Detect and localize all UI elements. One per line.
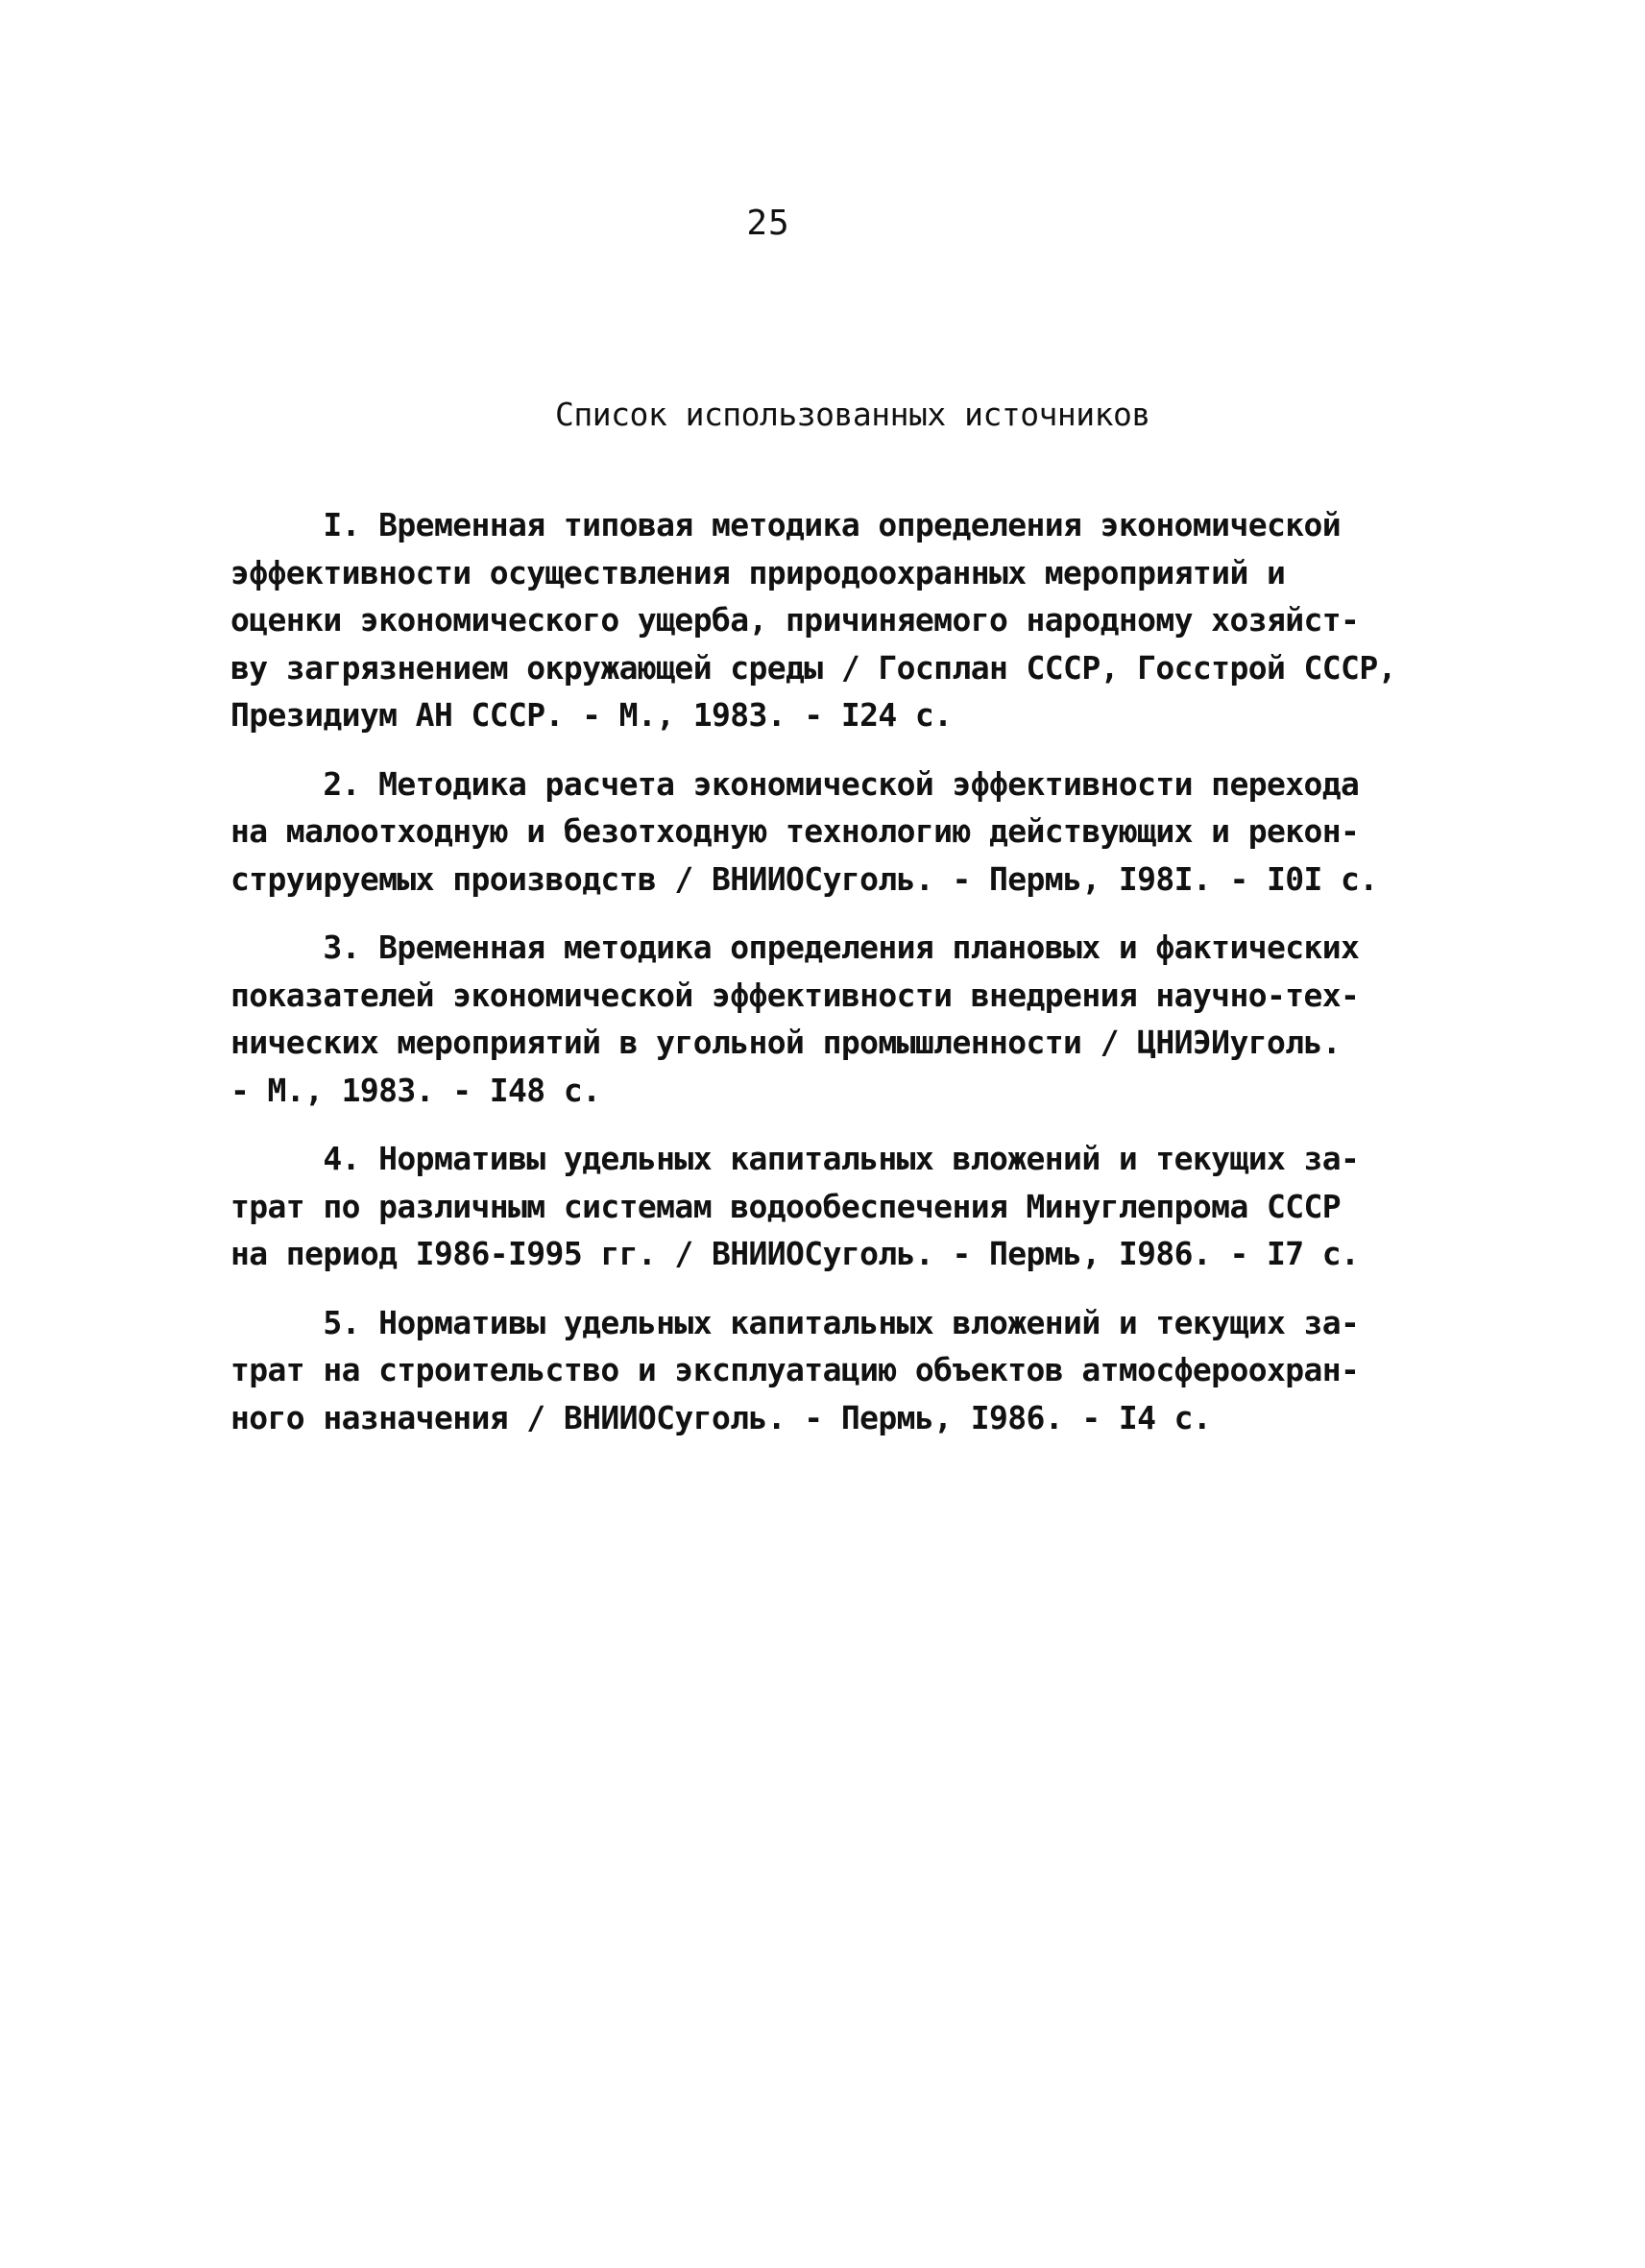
reference-item-5: [230, 1299, 1479, 1442]
reference-item-4: [230, 1135, 1479, 1278]
reference-line: 2. Методика расчета экономической эффективности перехода: [230, 764, 1360, 803]
reference-item-1: [230, 501, 1479, 739]
reference-line: показателей экономической эффективности внедрения научно-тех-: [230, 976, 1360, 1014]
reference-line: ву загрязнением окружающей среды / Госплан СССР, Госстрой СССР,: [230, 648, 1396, 687]
reference-line: 5. Нормативы удельных капитальных вложений и текущих за-: [230, 1303, 1360, 1341]
reference-line: на малоотходную и безотходную технологию действующих и рекон-: [230, 812, 1360, 850]
reference-line: нических мероприятий в угольной промышленности / ЦНИЭИуголь.: [230, 1024, 1342, 1061]
page-title: Список использованных источников: [555, 396, 1150, 433]
reference-line: оценки экономического ущерба, причиняемого народному хозяйст-: [230, 601, 1360, 639]
reference-line: эффективности осуществления природоохранных мероприятий и: [230, 553, 1286, 591]
reference-line: трат по различным системам водообеспечения Минуглепрома СССР: [230, 1187, 1342, 1225]
reference-line: трат на строительство и эксплуатацию объектов атмосфероохран-: [230, 1351, 1360, 1388]
page-number: 25: [746, 204, 790, 243]
reference-line: I. Временная типовая методика определения экономической: [230, 506, 1342, 543]
reference-item-3: [230, 924, 1479, 1114]
reference-line: 3. Временная методика определения плановых и фактических: [230, 929, 1360, 966]
reference-list: [230, 501, 1479, 1462]
reference-line: 4. Нормативы удельных капитальных вложений и текущих за-: [230, 1140, 1360, 1177]
reference-line: на период I986-I995 гг. / ВНИИОСуголь. - Пермь, I986. - I7 с.: [230, 1235, 1360, 1272]
reference-item-2: [230, 760, 1479, 904]
reference-line: Президиум АН СССР. - М., 1983. - I24 с.: [230, 696, 953, 734]
reference-line: - М., 1983. - I48 с.: [230, 1071, 601, 1109]
reference-line: струируемых производств / ВНИИОСуголь. - Пермь, I98I. - I0I с.: [230, 859, 1378, 898]
reference-line: ного назначения / ВНИИОСуголь. - Пермь, I986. - I4 с.: [230, 1398, 1212, 1436]
